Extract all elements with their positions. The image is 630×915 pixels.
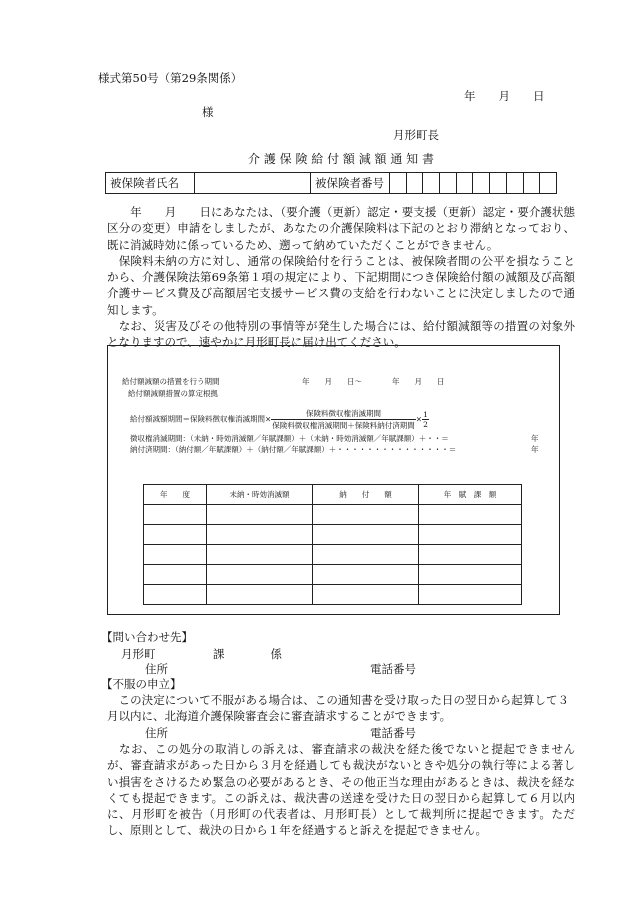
insured-number-digit	[506, 173, 523, 194]
table-cell	[419, 565, 522, 585]
table-cell	[207, 565, 313, 585]
half-fraction	[422, 410, 429, 429]
table-row	[144, 525, 522, 545]
col-unpaid-amount: 未納・時効消滅額	[207, 485, 313, 505]
form-number: 様式第50号（第29条関係）	[98, 71, 243, 85]
table-cell	[313, 585, 419, 605]
notice-paragraph-application: 年 月 日にあなたは、（要介護（更新）認定・要支援（更新）認定・要介護状態区分の変更）申請をしましたが、あなたの介護保険料は下記のとおり滞納となっており、既に消滅時効に係っているため、遡って納めていただくことができません。	[107, 205, 575, 252]
insured-name-value	[195, 173, 311, 194]
appeal-paragraph-lawsuit: なお、この処分の取消しの訴えは、審査請求の裁決を経た後でないと提起できませんが、審査請求があった日から３月を経過しても裁決がないときや処分の執行等による著しい損害をさけるため緊急の必要があるとき、その他正当な理由があるときは、裁決を経なくても提起できます。この訴えは、裁決書の送達を受けた日の翌日から起算して６月以内に、月形町を被告（月形町の代表者は、月形町長）として裁判所に提起できます。ただし、原則として、裁決の日から１年を経過すると訴えを提起できません。	[107, 742, 575, 838]
table-cell	[313, 565, 419, 585]
paid-period-unit: 年	[531, 445, 539, 454]
period-label: 給付額減額の措置を行う期間	[122, 377, 220, 386]
insured-number-digit	[523, 173, 540, 194]
table-cell	[313, 505, 419, 525]
table-cell	[207, 525, 313, 545]
col-paid-amount: 納 付 額	[313, 485, 419, 505]
table-cell	[207, 505, 313, 525]
col-annual-assessment: 年 賦 課 額	[419, 485, 522, 505]
fraction-denominator: 保険料徴収権消滅期間＋保険料納付済期間	[272, 421, 415, 430]
insured-id-table	[105, 172, 557, 194]
table-header-row	[144, 485, 522, 505]
calculation-box	[107, 345, 560, 615]
document-title: 介 護 保 険 給 付 額 減 額 通 知 書	[248, 152, 434, 166]
contact-department: 月形町 課 係	[121, 647, 282, 661]
arrears-table	[143, 484, 522, 605]
paid-period-line: 納付済期間：（納付額／年賦課額）＋（納付額／年賦課額）＋・・・・・・・・・・・・・・・＝	[130, 445, 457, 454]
table-cell	[144, 545, 207, 565]
insured-name-label: 被保険者氏名	[106, 173, 195, 194]
table-cell	[144, 525, 207, 545]
notice-paragraph-disaster: なお、災害及びその他特別の事情等が発生した場合には、給付額減額等の措置の対象外となりますので、速やかに月形町長に届け出てください。	[107, 319, 575, 350]
table-row	[144, 505, 522, 525]
extinct-period-unit: 年	[531, 434, 539, 443]
table-cell	[144, 505, 207, 525]
table-cell	[419, 585, 522, 605]
insured-number-digit	[406, 173, 423, 194]
half-numerator: 1	[423, 410, 428, 419]
fraction-numerator: 保険料徴収権消滅期間	[271, 408, 416, 420]
addressee-suffix: 様	[202, 105, 214, 119]
contact-heading: 【問い合わせ先】	[101, 630, 193, 644]
table-cell	[419, 545, 522, 565]
appeal-paragraph-request: この決定について不服がある場合は、この通知書を受け取った日の翌日から起算して３月以内に、北海道介護保険審査会に審査請求することができます。	[107, 693, 569, 724]
half-denominator: 2	[423, 420, 428, 429]
issuer-name: 月形町長	[393, 128, 439, 142]
formula-times: ×	[415, 414, 423, 424]
contact-address-label: 住所	[145, 662, 168, 676]
period-value: 年 月 日～ 年 月 日	[302, 377, 445, 386]
notice-body	[107, 204, 575, 351]
extinct-period-line: 徴収権消滅期間：（未納・時効消滅額／年賦課額）＋（未納・時効消滅額／年賦課額）＋・・＝	[130, 434, 449, 443]
table-cell	[144, 565, 207, 585]
issue-date: 年 月 日	[464, 89, 545, 103]
table-cell	[207, 585, 313, 605]
insured-number-digit	[440, 173, 457, 194]
contact-phone-label: 電話番号	[370, 662, 416, 676]
insured-number-digit	[456, 173, 473, 194]
table-cell	[144, 585, 207, 605]
appeal-phone-label: 電話番号	[370, 726, 416, 740]
formula-lhs: 給付額減額期間＝保険料徴収権消滅期間×	[130, 414, 272, 424]
insured-number-digit	[540, 173, 557, 194]
insured-number-digit	[390, 173, 407, 194]
table-row	[144, 585, 522, 605]
table-cell	[313, 545, 419, 565]
col-fiscal-year: 年 度	[144, 485, 207, 505]
insured-number-digit	[473, 173, 490, 194]
reduction-formula	[130, 408, 429, 431]
table-cell	[313, 525, 419, 545]
formula-fraction	[271, 408, 416, 431]
basis-label: 給付額減額措置の算定根拠	[128, 389, 218, 398]
insured-number-label: 被保険者番号	[311, 173, 390, 194]
appeal-address-label: 住所	[145, 726, 168, 740]
table-row	[144, 565, 522, 585]
table-cell	[207, 545, 313, 565]
table-cell	[419, 505, 522, 525]
insured-number-digit	[490, 173, 507, 194]
insured-number-digit	[423, 173, 440, 194]
table-row	[144, 545, 522, 565]
table-cell	[419, 525, 522, 545]
appeal-heading: 【不服の申立】	[101, 677, 182, 691]
notice-paragraph-reduction: 保険料未納の方に対し、通常の保険給付を行うことは、被保険者間の公平を損なうことから、介護保険法第69条第１項の規定により、下記期間につき保険給付額の減額及び高額介護サービス費及び高額居宅支援サービス費の支給を行わないことに決定しましたので通知します。	[107, 253, 575, 317]
